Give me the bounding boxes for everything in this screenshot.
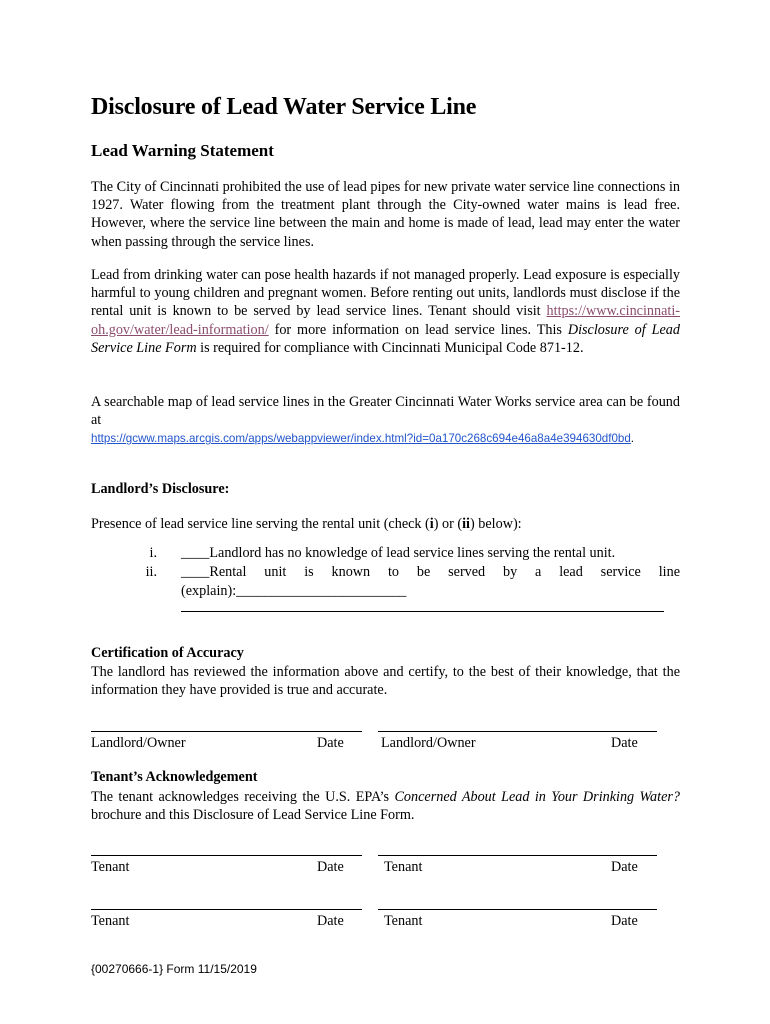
tenant-signature-line-3[interactable] (91, 909, 362, 910)
para2-text-mid: for more information on lead service lines. This (268, 321, 568, 338)
para2-text-start: Lead from drinking water can pose health hazards if not managed properly. Lead exposure is especially harmful to young children and pregnant women. Before renting out units, landlords must disclose if the rental unit is known to be served by lead service lines. Tenant should visit (91, 267, 680, 320)
epa-brochure-title: Concerned About Lead in Your Drinking Water? (394, 789, 680, 805)
presence-statement (91, 516, 522, 533)
tenant-label-4: Tenant (384, 913, 423, 929)
explain-line[interactable] (181, 611, 664, 612)
tenant-label-3: Tenant (91, 913, 130, 929)
tenant-date-label-2: Date (611, 859, 638, 875)
presence-mid: ) or ( (433, 516, 463, 532)
tenant-acknowledgement-heading: Tenant’s Acknowledgement (91, 769, 258, 785)
landlord-signature-line-1[interactable] (91, 731, 362, 732)
landlord-owner-label-2: Landlord/Owner (381, 735, 476, 751)
landlord-owner-label-1: Landlord/Owner (91, 735, 186, 751)
tenant-signature-line-2[interactable] (378, 855, 657, 856)
option-ii-number: ii. (145, 564, 157, 580)
landlord-date-label-2: Date (611, 735, 638, 751)
form-footer: {00270666-1} Form 11/15/2019 (91, 962, 257, 976)
certification-heading: Certification of Accuracy (91, 645, 244, 661)
option-i-text: ____Landlord has no knowledge of lead service lines serving the rental unit. (181, 545, 616, 561)
landlord-date-label-1: Date (317, 735, 344, 751)
option-ii-text: ____Rental unit is known to be served by a lead service line (explain):________________________ (181, 564, 680, 599)
option-i-number: i. (149, 545, 157, 561)
option-i[interactable] (135, 545, 615, 562)
option-i-ref: i (429, 516, 434, 532)
option-ii[interactable] (135, 563, 680, 601)
para3-text: A searchable map of lead service lines in the Greater Cincinnati Water Works service area can be found at (91, 394, 680, 429)
landlord-disclosure-heading: Landlord’s Disclosure: (91, 481, 230, 497)
document-title: Disclosure of Lead Water Service Line (91, 94, 477, 120)
tenant-acknowledgement-text (91, 788, 680, 824)
lead-information-link[interactable]: https://www.cincinnati-oh.gov/water/lead-information/ (91, 303, 680, 338)
tenant-date-label-4: Date (611, 913, 638, 929)
form-name: Disclosure of Lead Service Line Form (91, 321, 680, 356)
tenant-label-2: Tenant (384, 859, 423, 875)
arcgis-map-link[interactable]: https://gcww.maps.arcgis.com/apps/webappviewer/index.html?id=0a170c268c694e46a8a4e394630df0bd (91, 432, 631, 446)
tenant-date-label-3: Date (317, 913, 344, 929)
paragraph-health-hazards (91, 266, 680, 357)
paragraph-searchable-map (91, 393, 680, 448)
presence-before: Presence of lead service line serving the rental unit (check ( (91, 516, 430, 532)
tenant-ack-after: brochure and this Disclosure of Lead Service Line Form. (91, 807, 415, 824)
tenant-date-label-1: Date (317, 859, 344, 875)
tenant-ack-before: The tenant acknowledges receiving the U.S. EPA’s (91, 789, 395, 805)
presence-after: ) below): (470, 516, 522, 532)
tenant-label-1: Tenant (91, 859, 130, 875)
landlord-signature-line-2[interactable] (378, 731, 657, 732)
option-ii-ref: ii (462, 516, 470, 532)
para2-text-end: is required for compliance with Cincinnati Municipal Code 871-12. (196, 339, 584, 356)
tenant-signature-line-4[interactable] (378, 909, 657, 910)
paragraph-city-history: The City of Cincinnati prohibited the use of lead pipes for new private water service line connections in 1927. Water flowing from the treatment plant through the City-owned water mains is lead free. However, where the service line between the main and home is made of lead, lead may enter the water when passing through the service lines. (91, 179, 680, 250)
tenant-signature-line-1[interactable] (91, 855, 362, 856)
certification-text: The landlord has reviewed the information above and certify, to the best of their knowledge, that the information they have provided is true and accurate. (91, 664, 680, 699)
lead-warning-heading: Lead Warning Statement (91, 141, 274, 160)
map-link-period: . (630, 432, 635, 446)
